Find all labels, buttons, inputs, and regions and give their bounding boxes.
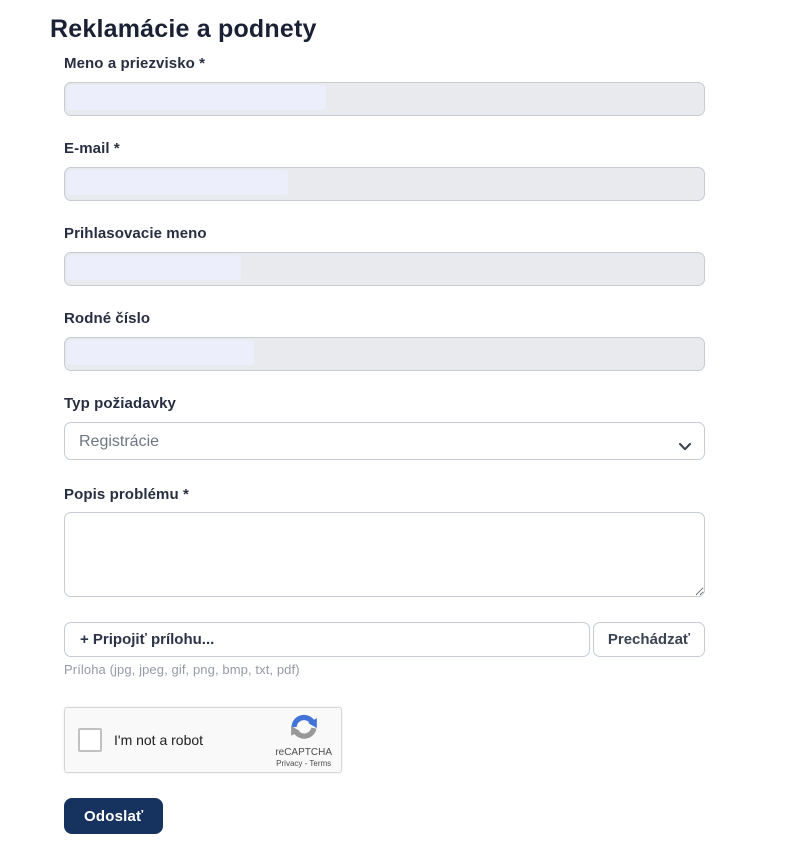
name-field-input: [64, 82, 705, 116]
attach-file-placeholder: + Pripojiť prílohu...: [80, 631, 215, 648]
browse-button[interactable]: [593, 622, 705, 657]
recaptcha-privacy-terms-links[interactable]: Privacy - Terms: [276, 758, 332, 768]
redacted-value: [67, 85, 326, 110]
description-label: Popis problému *: [64, 486, 189, 503]
page-title: Reklamácie a podnety: [50, 15, 317, 43]
field-group-name: [64, 55, 705, 116]
attachment-hint: Príloha (jpg, jpeg, gif, png, bmp, txt, pdf): [64, 662, 300, 677]
request-type-select[interactable]: [64, 422, 705, 460]
field-group-email: [64, 140, 705, 201]
redacted-value: [67, 340, 254, 365]
recaptcha-label: I'm not a robot: [114, 732, 204, 748]
field-group-birth-number: [64, 310, 705, 371]
recaptcha-logo-icon: [290, 713, 318, 746]
request-type-select-wrap: [64, 422, 705, 460]
recaptcha-checkbox[interactable]: [78, 728, 102, 752]
name-field-label: Meno a priezvisko *: [64, 55, 206, 72]
redacted-value: [67, 170, 288, 195]
birth-number-field-input: [64, 337, 705, 371]
redacted-value: [67, 255, 241, 280]
attachment-row: [64, 622, 705, 657]
field-group-request-type: [64, 395, 705, 460]
login-field-label: Prihlasovacie meno: [64, 225, 207, 242]
attach-file-button[interactable]: [64, 622, 590, 657]
email-field-label: E-mail *: [64, 140, 120, 157]
login-field-input: [64, 252, 705, 286]
description-textarea[interactable]: [64, 512, 705, 597]
email-field-input: [64, 167, 705, 201]
field-group-description: [64, 486, 705, 597]
birth-number-field-label: Rodné číslo: [64, 310, 151, 327]
browse-button-label: Prechádzať: [607, 631, 691, 648]
recaptcha-widget: [64, 707, 342, 773]
request-type-label: Typ požiadavky: [64, 395, 176, 412]
submit-button[interactable]: Odoslať: [64, 798, 163, 834]
recaptcha-brand-name: reCAPTCHA: [275, 746, 332, 758]
field-group-login: [64, 225, 705, 286]
recaptcha-brand-block: [275, 713, 332, 768]
